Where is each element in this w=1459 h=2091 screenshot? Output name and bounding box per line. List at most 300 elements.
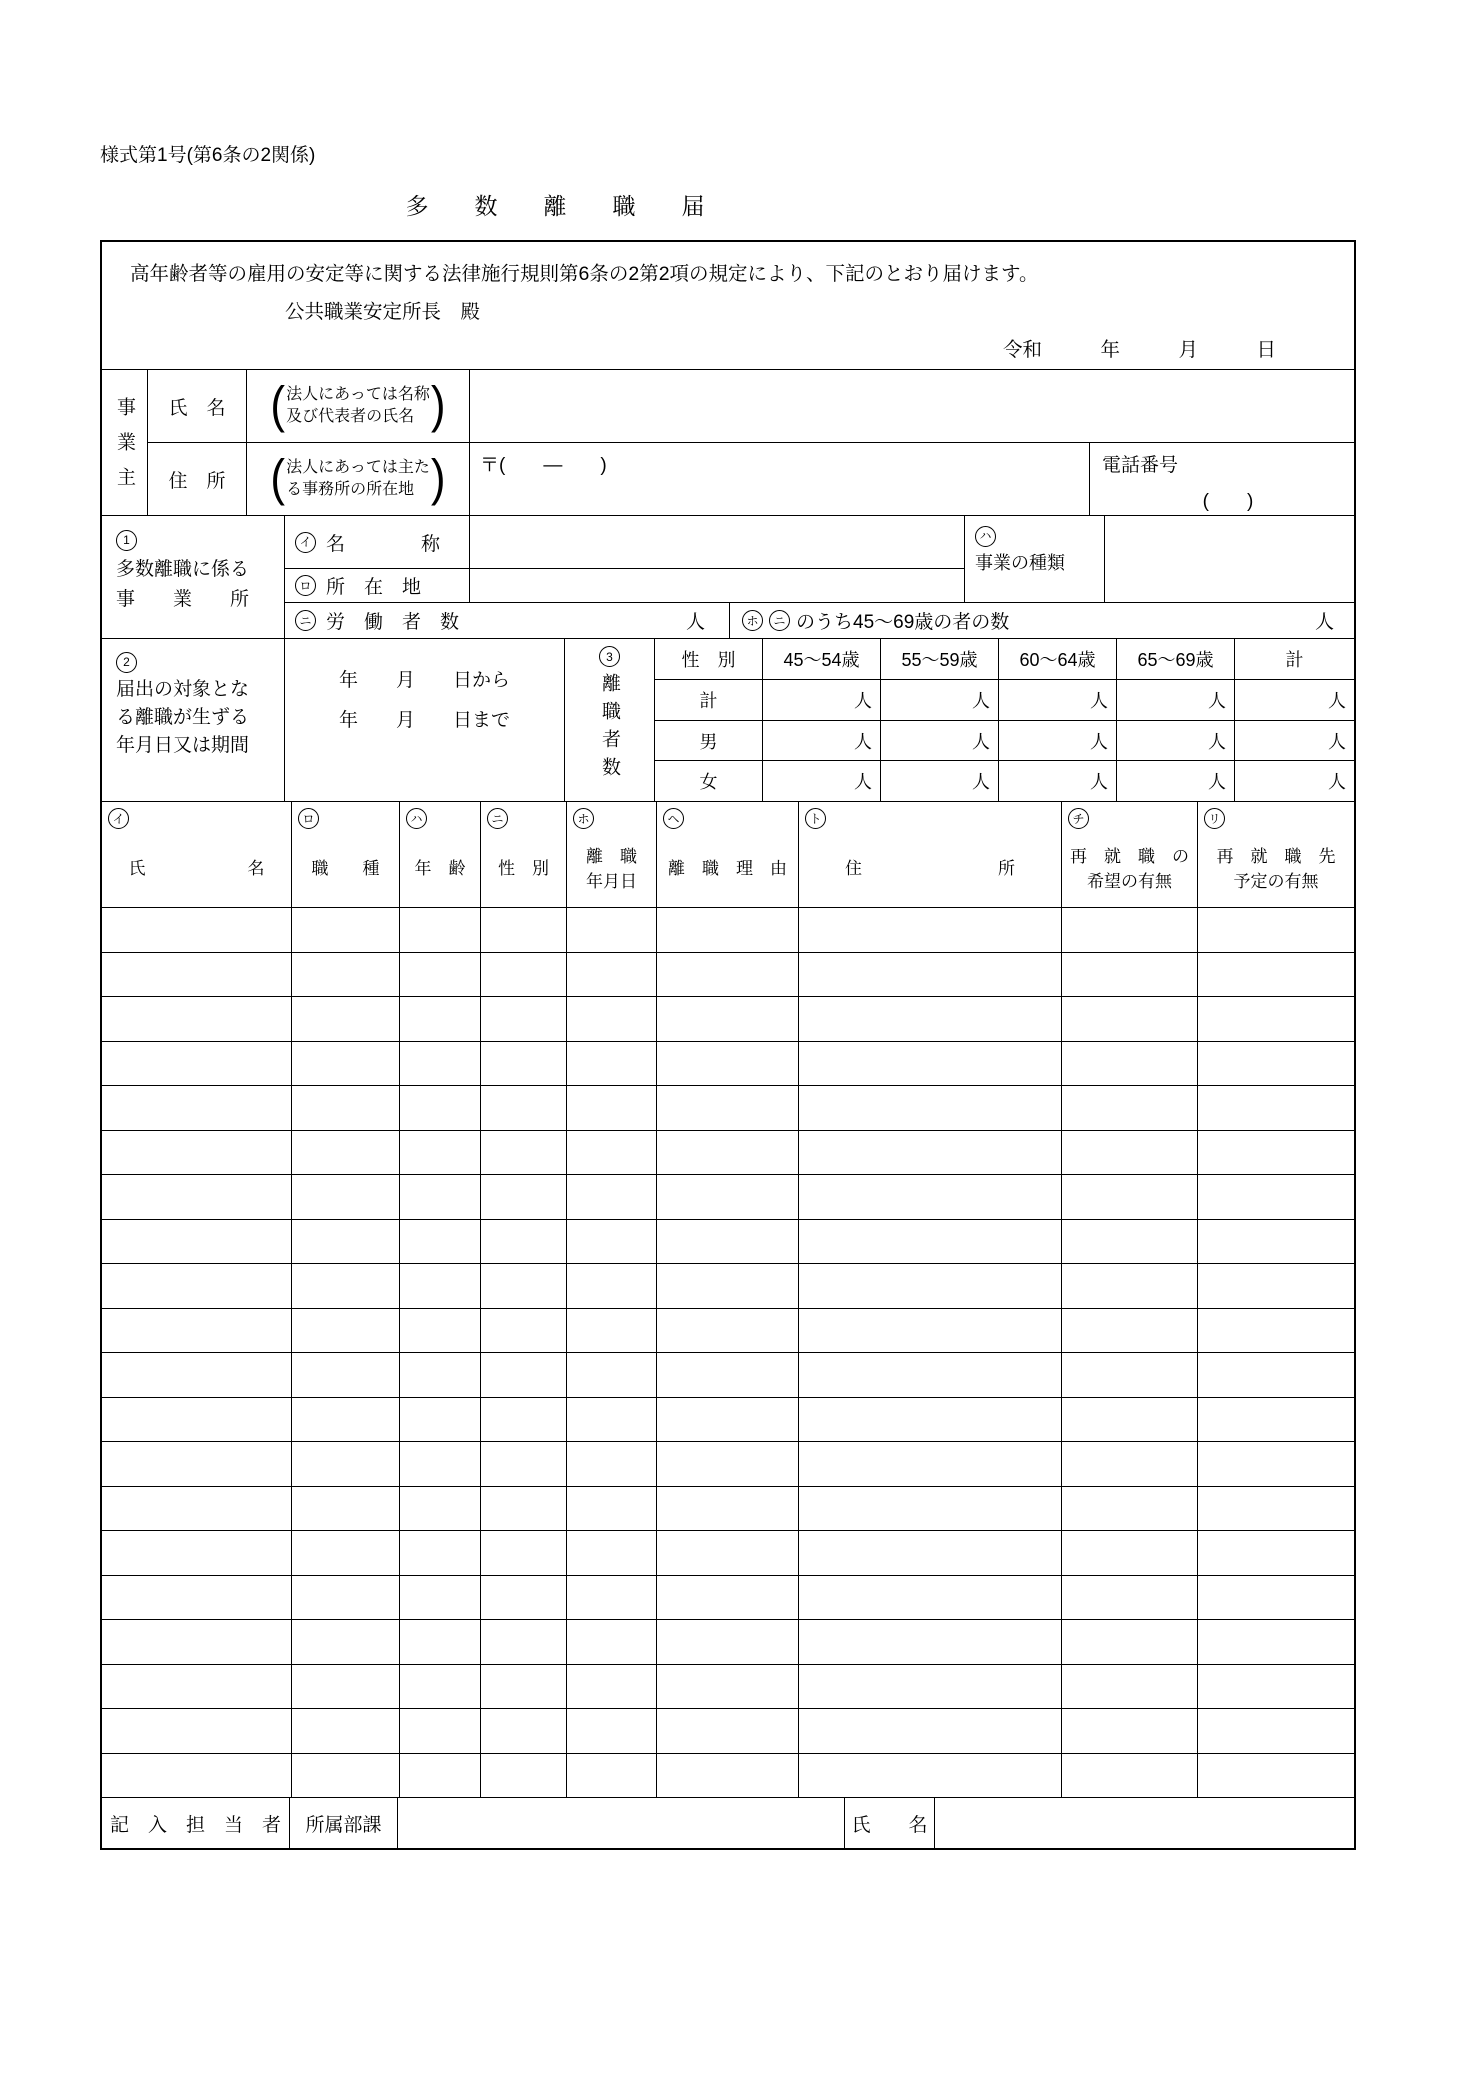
list-cell[interactable] — [1198, 1620, 1354, 1664]
list-cell[interactable] — [292, 1709, 400, 1753]
list-col-label: 職 種 — [311, 859, 380, 878]
header-section — [102, 242, 1354, 370]
list-cell[interactable] — [1198, 1531, 1354, 1575]
list-cell[interactable] — [567, 1620, 657, 1664]
list-row — [102, 1487, 1354, 1532]
list-cell[interactable] — [400, 1709, 481, 1753]
list-cell[interactable] — [657, 1709, 799, 1753]
list-cell[interactable] — [1062, 1442, 1198, 1486]
list-cell[interactable] — [1198, 1042, 1354, 1086]
list-cell[interactable] — [799, 1309, 1062, 1353]
period-section — [102, 639, 1354, 802]
list-cell[interactable] — [400, 1620, 481, 1664]
stats-row — [655, 761, 1354, 801]
list-cell[interactable] — [292, 1220, 400, 1264]
list-cell[interactable] — [292, 1665, 400, 1709]
list-cell[interactable] — [567, 1042, 657, 1086]
list-cell[interactable] — [400, 908, 481, 952]
establishment-location-field[interactable] — [470, 569, 964, 602]
list-cell[interactable] — [1198, 1175, 1354, 1219]
list-cell[interactable] — [1198, 953, 1354, 997]
list-cell[interactable] — [1062, 1175, 1198, 1219]
list-cell[interactable] — [799, 953, 1062, 997]
list-cell[interactable] — [1062, 1487, 1198, 1531]
establishment-section — [102, 516, 1354, 639]
list-cell[interactable] — [567, 1131, 657, 1175]
list-cell[interactable] — [400, 1309, 481, 1353]
unit-person-label: 人 — [1090, 731, 1108, 752]
list-cell[interactable] — [657, 1086, 799, 1130]
list-cell[interactable] — [657, 1353, 799, 1397]
list-col-header-8 — [1062, 802, 1198, 907]
list-cell[interactable] — [799, 1620, 1062, 1664]
list-cell[interactable] — [102, 1220, 292, 1264]
list-cell[interactable] — [657, 1620, 799, 1664]
list-row — [102, 1175, 1354, 1220]
phone-label: 電話番号 — [1102, 455, 1179, 476]
list-cell[interactable] — [1062, 1086, 1198, 1130]
unit-person-label: 人 — [972, 731, 990, 752]
department-label: 所属部課 — [290, 1798, 398, 1848]
list-cell[interactable] — [657, 1665, 799, 1709]
recorder-name-field[interactable] — [935, 1798, 1354, 1848]
list-row — [102, 997, 1354, 1042]
list-cell[interactable] — [799, 1709, 1062, 1753]
list-row — [102, 1754, 1354, 1799]
list-cell[interactable] — [102, 1709, 292, 1753]
stats-count-cell[interactable] — [881, 721, 999, 760]
list-cell[interactable] — [400, 1754, 481, 1798]
establishment-name-field[interactable] — [470, 516, 964, 568]
list-cell[interactable] — [657, 1309, 799, 1353]
recorder-label: 記 入 担 当 者 — [102, 1798, 290, 1848]
circled-mark-icon: ト — [805, 808, 826, 829]
list-cell[interactable] — [799, 997, 1062, 1041]
list-cell[interactable] — [1062, 1398, 1198, 1442]
list-cell[interactable] — [799, 1398, 1062, 1442]
list-cell[interactable] — [1198, 1487, 1354, 1531]
list-col-label: 氏 名 — [128, 859, 265, 878]
list-cell[interactable] — [102, 1487, 292, 1531]
circled-ni-icon: ニ — [769, 610, 790, 631]
list-cell[interactable] — [400, 1487, 481, 1531]
list-row — [102, 1665, 1354, 1710]
list-cell[interactable] — [102, 1042, 292, 1086]
list-cell[interactable] — [400, 1665, 481, 1709]
list-cell[interactable] — [657, 1264, 799, 1308]
footer-section — [102, 1798, 1354, 1848]
unit-person-label: 人 — [1208, 691, 1226, 711]
list-cell[interactable] — [657, 1442, 799, 1486]
list-cell[interactable] — [481, 1264, 567, 1308]
list-cell[interactable] — [481, 1531, 567, 1575]
list-cell[interactable] — [799, 1175, 1062, 1219]
list-cell[interactable] — [567, 953, 657, 997]
period-dates-field[interactable] — [285, 639, 565, 801]
list-cell[interactable] — [1198, 1398, 1354, 1442]
unit-person-label: 人 — [1314, 612, 1334, 633]
list-cell[interactable] — [657, 1131, 799, 1175]
stats-col-header: 45〜54歳 — [763, 639, 881, 679]
list-col-header-9 — [1198, 802, 1354, 907]
list-cell[interactable] — [481, 997, 567, 1041]
list-cell[interactable] — [102, 1620, 292, 1664]
list-cell[interactable] — [657, 908, 799, 952]
circled-mark-icon: イ — [108, 808, 129, 829]
list-cell[interactable] — [292, 1531, 400, 1575]
list-row — [102, 1531, 1354, 1576]
establishment-fields — [285, 516, 1354, 638]
list-cell[interactable] — [292, 1442, 400, 1486]
list-col-label: 離 職 理 由 — [668, 859, 787, 878]
close-bracket-icon: ) — [430, 377, 446, 434]
circled-mark-icon: ハ — [406, 808, 427, 829]
employer-address-row — [148, 443, 1354, 515]
list-cell[interactable] — [657, 953, 799, 997]
separated-count-label — [565, 639, 655, 801]
list-cell[interactable] — [292, 1620, 400, 1664]
list-cell[interactable] — [1062, 1353, 1198, 1397]
list-cell[interactable] — [567, 1576, 657, 1620]
list-cell[interactable] — [1198, 1309, 1354, 1353]
employer-name-label: 氏 名 — [148, 370, 247, 442]
list-cell[interactable] — [799, 1487, 1062, 1531]
list-cell[interactable] — [292, 1086, 400, 1130]
note-lines — [285, 457, 431, 501]
list-cell[interactable] — [1198, 1442, 1354, 1486]
list-cell[interactable] — [292, 1487, 400, 1531]
note-line: 法人にあっては主た — [286, 459, 430, 476]
list-cell[interactable] — [1062, 1665, 1198, 1709]
list-cell[interactable] — [481, 1442, 567, 1486]
circled-ha-icon: ハ — [975, 526, 996, 547]
list-cell[interactable] — [292, 1309, 400, 1353]
employer-rows — [148, 370, 1354, 515]
phone-field[interactable] — [1090, 443, 1354, 515]
list-cell[interactable] — [1198, 1131, 1354, 1175]
list-col-header-2 — [292, 802, 400, 907]
list-cell[interactable] — [567, 1754, 657, 1798]
period-label-line: 年月日又は期間 — [116, 735, 250, 756]
business-type-field[interactable] — [1105, 516, 1354, 602]
list-cell[interactable] — [481, 1576, 567, 1620]
list-cell[interactable] — [102, 1175, 292, 1219]
list-cell[interactable] — [400, 1576, 481, 1620]
list-cell[interactable] — [1062, 908, 1198, 952]
list-cell[interactable] — [102, 1665, 292, 1709]
list-cell[interactable] — [400, 953, 481, 997]
circled-3-icon: 3 — [599, 646, 620, 667]
list-cell[interactable] — [799, 1531, 1062, 1575]
list-cell[interactable] — [657, 1576, 799, 1620]
list-cell[interactable] — [292, 1264, 400, 1308]
circled-mark-icon: チ — [1068, 808, 1089, 829]
stats-row-header: 男 — [655, 721, 763, 760]
list-cell[interactable] — [400, 1442, 481, 1486]
list-cell[interactable] — [657, 1754, 799, 1798]
stats-table — [655, 639, 1354, 801]
list-cell[interactable] — [481, 1487, 567, 1531]
department-field[interactable] — [398, 1798, 845, 1848]
list-cell[interactable] — [1198, 1754, 1354, 1798]
list-cell[interactable] — [481, 1086, 567, 1130]
circled-mark-icon: ロ — [298, 808, 319, 829]
list-cell[interactable] — [400, 1398, 481, 1442]
unit-person-label: 人 — [1090, 691, 1108, 711]
list-cell[interactable] — [292, 1754, 400, 1798]
list-cell[interactable] — [102, 1264, 292, 1308]
list-cell[interactable] — [657, 1487, 799, 1531]
list-cell[interactable] — [1062, 1309, 1198, 1353]
list-header-row — [102, 802, 1354, 908]
list-cell[interactable] — [481, 1709, 567, 1753]
list-cell[interactable] — [799, 1220, 1062, 1264]
stats-count-cell[interactable] — [1117, 680, 1235, 720]
list-cell[interactable] — [1198, 1264, 1354, 1308]
list-cell[interactable] — [481, 1754, 567, 1798]
list-cell[interactable] — [567, 1487, 657, 1531]
list-row — [102, 1131, 1354, 1176]
list-cell[interactable] — [1062, 1042, 1198, 1086]
establishment-name-text: 名 称 — [326, 533, 441, 555]
establishment-location-text: 所 在 地 — [326, 577, 422, 598]
list-cell[interactable] — [481, 953, 567, 997]
list-cell[interactable] — [799, 1665, 1062, 1709]
phone-paren: ( ) — [1202, 491, 1254, 512]
workers-count-field[interactable] — [285, 603, 730, 638]
stats-count-cell[interactable] — [881, 761, 999, 801]
list-cell[interactable] — [799, 908, 1062, 952]
list-cell[interactable] — [102, 1754, 292, 1798]
list-cell[interactable] — [400, 1264, 481, 1308]
list-col-header-1 — [102, 802, 292, 907]
list-cell[interactable] — [292, 953, 400, 997]
list-cell[interactable] — [1062, 1131, 1198, 1175]
list-row — [102, 1709, 1354, 1754]
list-cell[interactable] — [1198, 1220, 1354, 1264]
list-cell[interactable] — [567, 1086, 657, 1130]
list-cell[interactable] — [1062, 1220, 1198, 1264]
list-cell[interactable] — [799, 1353, 1062, 1397]
list-row — [102, 1398, 1354, 1443]
list-cell[interactable] — [1062, 997, 1198, 1041]
list-row — [102, 1220, 1354, 1265]
list-cell[interactable] — [567, 1442, 657, 1486]
note-lines — [285, 384, 431, 428]
list-cell[interactable] — [481, 1665, 567, 1709]
stats-count-cell[interactable] — [1235, 761, 1354, 801]
employer-name-field[interactable] — [470, 370, 1354, 442]
list-cell[interactable] — [657, 1220, 799, 1264]
unit-person-label: 人 — [854, 772, 872, 792]
list-row — [102, 1309, 1354, 1354]
list-cell[interactable] — [567, 1264, 657, 1308]
employer-address-field[interactable] — [470, 443, 1090, 515]
list-cell[interactable] — [567, 1709, 657, 1753]
stats-count-cell[interactable] — [999, 721, 1117, 760]
stats-count-cell[interactable] — [1117, 721, 1235, 760]
list-cell[interactable] — [1062, 1754, 1198, 1798]
list-col-header-3 — [400, 802, 481, 907]
form-table — [100, 240, 1356, 1850]
list-cell[interactable] — [1062, 1709, 1198, 1753]
list-cell[interactable] — [1198, 1353, 1354, 1397]
unit-person-label: 人 — [972, 772, 990, 792]
unit-person-label: 人 — [685, 612, 705, 633]
list-cell[interactable] — [567, 908, 657, 952]
list-cell[interactable] — [1062, 953, 1198, 997]
establishment-location-row — [285, 569, 964, 602]
list-cell[interactable] — [567, 1353, 657, 1397]
establishment-section-label — [102, 516, 285, 638]
list-cell[interactable] — [567, 1309, 657, 1353]
stats-col-header: 60〜64歳 — [999, 639, 1117, 679]
period-label-line: る離職が生ずる — [116, 707, 250, 728]
list-row — [102, 1620, 1354, 1665]
circled-ni-icon: ニ — [295, 610, 316, 631]
list-cell[interactable] — [102, 1131, 292, 1175]
list-cell[interactable] — [102, 997, 292, 1041]
unit-person-label: 人 — [1328, 731, 1346, 752]
list-cell[interactable] — [1198, 1665, 1354, 1709]
list-cell[interactable] — [400, 1220, 481, 1264]
stats-count-cell[interactable] — [999, 761, 1117, 801]
unit-person-label: 人 — [972, 691, 990, 711]
list-cell[interactable] — [102, 1442, 292, 1486]
list-row — [102, 1353, 1354, 1398]
list-cell[interactable] — [481, 1398, 567, 1442]
stats-col-header: 性 別 — [655, 639, 763, 679]
list-cell[interactable] — [102, 1398, 292, 1442]
stats-count-cell[interactable] — [999, 680, 1117, 720]
list-cell[interactable] — [400, 1353, 481, 1397]
list-cell[interactable] — [481, 1353, 567, 1397]
stats-col-header: 65〜69歳 — [1117, 639, 1235, 679]
list-cell[interactable] — [567, 1175, 657, 1219]
stats-count-cell[interactable] — [763, 761, 881, 801]
list-cell[interactable] — [292, 908, 400, 952]
stats-count-cell[interactable] — [763, 680, 881, 720]
list-cell[interactable] — [481, 1042, 567, 1086]
list-cell[interactable] — [292, 997, 400, 1041]
list-cell[interactable] — [400, 1531, 481, 1575]
unit-person-label: 人 — [854, 731, 872, 752]
list-cell[interactable] — [567, 1220, 657, 1264]
stats-count-cell[interactable] — [1235, 721, 1354, 760]
list-cell[interactable] — [102, 1086, 292, 1130]
list-cell[interactable] — [799, 1264, 1062, 1308]
employer-name-note — [247, 370, 470, 442]
list-cell[interactable] — [1198, 908, 1354, 952]
list-cell[interactable] — [102, 1576, 292, 1620]
circled-mark-icon: ヘ — [663, 808, 684, 829]
list-cell[interactable] — [799, 1442, 1062, 1486]
list-cell[interactable] — [567, 1398, 657, 1442]
list-cell[interactable] — [481, 1309, 567, 1353]
stats-count-cell[interactable] — [763, 721, 881, 760]
business-type-text: 事業の種類 — [975, 553, 1065, 573]
list-cell[interactable] — [1198, 1709, 1354, 1753]
list-cell[interactable] — [292, 1353, 400, 1397]
list-cell[interactable] — [657, 1398, 799, 1442]
circled-2-icon: 2 — [116, 652, 137, 673]
list-cell[interactable] — [799, 1754, 1062, 1798]
list-cell[interactable] — [1062, 1531, 1198, 1575]
list-cell[interactable] — [102, 1531, 292, 1575]
employer-address-label: 住 所 — [148, 443, 247, 515]
list-cell[interactable] — [481, 1620, 567, 1664]
list-cell[interactable] — [400, 997, 481, 1041]
list-cell[interactable] — [657, 997, 799, 1041]
date-line: 令和 年 月 日 — [1002, 339, 1276, 361]
list-cell[interactable] — [400, 1175, 481, 1219]
list-col-header-4 — [481, 802, 567, 907]
postal-mark: 〒( ― ) — [480, 455, 607, 476]
list-cell[interactable] — [481, 908, 567, 952]
list-col-header-5 — [567, 802, 657, 907]
list-cell[interactable] — [102, 908, 292, 952]
list-cell[interactable] — [481, 1131, 567, 1175]
list-cell[interactable] — [1062, 1264, 1198, 1308]
list-cell[interactable] — [1198, 997, 1354, 1041]
older-workers-count-field[interactable] — [730, 603, 1354, 638]
list-cell[interactable] — [657, 1042, 799, 1086]
list-cell[interactable] — [567, 1531, 657, 1575]
date-to-line: 年 月 日まで — [338, 710, 510, 731]
stats-count-cell[interactable] — [1235, 680, 1354, 720]
list-cell[interactable] — [292, 1175, 400, 1219]
circled-i-icon: イ — [295, 532, 316, 553]
list-cell[interactable] — [292, 1576, 400, 1620]
list-col-label: 再 就 職 先 予定の有無 — [1216, 846, 1336, 891]
circled-ro-icon: ロ — [295, 575, 316, 596]
list-cell[interactable] — [1198, 1576, 1354, 1620]
list-cell[interactable] — [799, 1086, 1062, 1130]
list-cell[interactable] — [400, 1131, 481, 1175]
list-col-header-6 — [657, 802, 799, 907]
list-cell[interactable] — [799, 1131, 1062, 1175]
list-cell[interactable] — [657, 1175, 799, 1219]
list-cell[interactable] — [400, 1086, 481, 1130]
list-cell[interactable] — [657, 1531, 799, 1575]
list-cell[interactable] — [1198, 1086, 1354, 1130]
list-cell[interactable] — [481, 1175, 567, 1219]
list-cell[interactable] — [102, 1353, 292, 1397]
establishment-name-label — [285, 516, 470, 568]
list-cell[interactable] — [567, 997, 657, 1041]
list-col-label: 離 職 年月日 — [586, 846, 637, 891]
stats-count-cell[interactable] — [1117, 761, 1235, 801]
list-cell[interactable] — [1062, 1620, 1198, 1664]
list-row — [102, 1042, 1354, 1087]
list-cell[interactable] — [567, 1665, 657, 1709]
list-cell[interactable] — [400, 1042, 481, 1086]
list-cell[interactable] — [292, 1042, 400, 1086]
list-cell[interactable] — [481, 1220, 567, 1264]
list-cell[interactable] — [102, 1309, 292, 1353]
circled-ho-icon: ホ — [742, 610, 763, 631]
list-cell[interactable] — [292, 1131, 400, 1175]
circled-mark-icon: リ — [1204, 808, 1225, 829]
list-cell[interactable] — [799, 1042, 1062, 1086]
list-cell[interactable] — [292, 1398, 400, 1442]
stats-count-cell[interactable] — [881, 680, 999, 720]
stats-row-header: 女 — [655, 761, 763, 801]
list-cell[interactable] — [1062, 1576, 1198, 1620]
list-cell[interactable] — [102, 953, 292, 997]
form-number: 様式第1号(第6条の2関係) — [100, 145, 316, 166]
list-cell[interactable] — [799, 1576, 1062, 1620]
